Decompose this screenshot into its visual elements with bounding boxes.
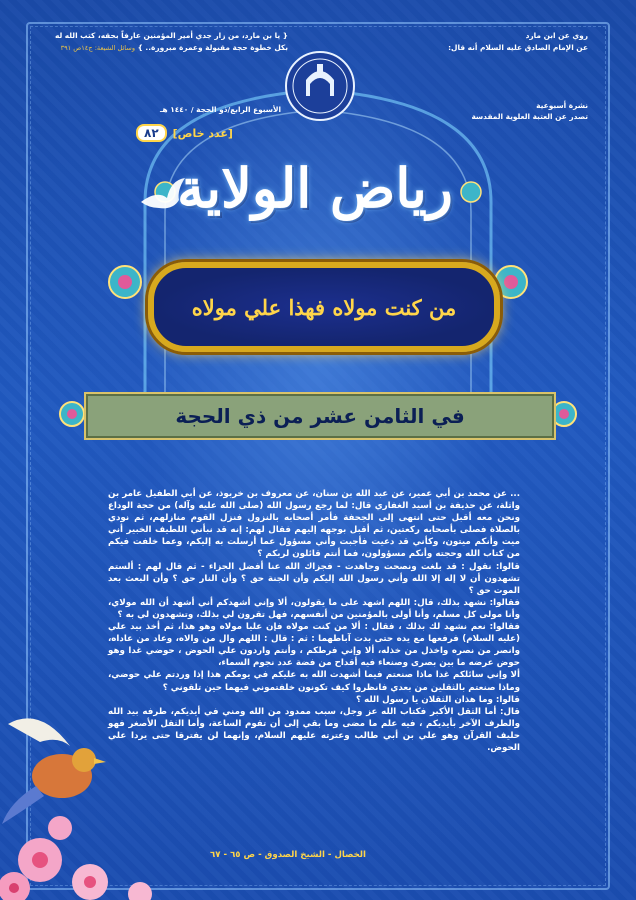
article-title: [84, 392, 556, 440]
issue-date: الأسبوع الرابع/ذو الحجة / ١٤٤٠ هـ: [160, 105, 282, 114]
paragraph: قالوا: وما هذان الثقلان يا رسول الله ؟: [356, 694, 520, 705]
left-ornament-icon: [58, 398, 86, 430]
publication-info: [471, 100, 588, 122]
hadith-intro-line-2: عن الإمام الصادق عليه السلام أنه قال:: [448, 43, 588, 52]
hadith-quote: [48, 30, 288, 54]
hadith-reference: وسائل الشيعة: ج١٤ص ٣٩١: [60, 44, 136, 52]
source-citation: الخصال - الشيخ الصدوق - ص ٦٥ - ٦٧: [210, 850, 366, 860]
masthead-title: رياض الولاية: [177, 156, 453, 220]
paragraph: ... عن محمد بن أبي عمير، عن عبد الله بن سنان، عن معروف بن خربوذ، عن أبي الطفيل عامر بن واثلة، عن حذيفة بن أسيد الغفاري قال: لما رجع رسول الله (صلى الله عليه وآله) من حجة الوداع ونحن معه أقبل حتى انتهى إلى الجحفة فأمر أصحابه بالنزول فنزل القوم منازلهم، ثم نودي بالصلاة فصلى بأصحابه ركعتين، ثم أقبل بوجهه إليهم فقال لهم: إنه قد نبأني اللطيف الخبير أني ميت وأنكم ميتون، وكأني قد دعيت فأجبت وأني مسؤول عما أرسلت به إليكم، وعما خلفت فيكم من كتاب الله وحجته وأنكم مسؤولون، فما أنتم قائلون لربكم ؟: [108, 489, 520, 560]
publisher: تصدر عن العتبة العلوية المقدسة: [471, 112, 588, 121]
paragraph: قالوا: نقول : قد بلغت ونصحت وجاهدت - فجزاك الله عنا أفضل الجزاء - ثم قال لهم : ألستم تشهدون أن لا إله إلا الله وأني رسول الله إليكم وأن الجنة حق ؟ وأن النار حق ؟ وأن البعث بعد الموت حق ؟: [108, 561, 520, 596]
publication-type: نشرة أسبوعية: [536, 101, 588, 110]
shrine-emblem-icon: [284, 50, 356, 122]
hadith-intro-line-1: روي عن ابن مارد: [525, 31, 588, 40]
paragraph: ألا وإني سائلكم غدا ماذا صنعتم فيما أشهدت الله به عليكم في يومكم هذا إذا وردتم علي حوضي، وماذا صنعتم بالثقلين من بعدي فانظروا كيف تكونون خلفتموني فيهما حين تلقوني ؟: [108, 670, 520, 693]
hadith-intro: [448, 30, 588, 54]
hadith-quote-line-1: { يا بن مارد، من زار جدي أمير المؤمنين عارفاً بحقه، كتب الله له: [54, 31, 288, 40]
flowers-decoration-icon: [0, 710, 190, 900]
article-title-text: في الثامن عشر من ذي الحجة: [175, 404, 465, 428]
banner-text: من كنت مولاه فهذا علي مولاه: [191, 294, 457, 320]
issue-number: ٨٢: [136, 124, 167, 142]
paragraph: فقالوا: نعم نشهد لك بذلك ، فقال : ألا من كنت مولاه فإن عليا مولاه وهو هذا، ثم أخذ بيد علي (عليه السلام) فرفعها مع يده حتى بدت آباطهما : ثم : قال : اللهم وال من والاه، وعاد من عاداه، وانصر من نصره واخذل من خذله، ألا وإني فرطكم ، وأنتم واردون علي الحوض ، حوضي غدا وهو حوض عرضه ما بين بصرى وصنعاء فيه أقداح من فضة عدد نجوم السماء،: [108, 622, 520, 669]
paragraph: قال: أما الثقل الأكبر فكتاب الله عز وجل، سبب ممدود من الله ومني في أيديكم، طرفه بيد الله والطرف الآخر بأيديكم ، فيه علم ما مضى وما بقي إلى أن تقوم الساعة، وأما الثقل الأصغر فهو حليف القرآن وهو علي بن أبي طالب وعترته عليهم السلام، وإنهما لن يفترقا حتى يردا علي الحوض.: [108, 706, 520, 753]
hadith-quote-line-2: بكل خطوة حجة مقبولة وعمرة مبرورة.. }: [137, 43, 288, 52]
issue-label: [عدد خاص]: [172, 126, 233, 140]
gold-banner: [148, 262, 500, 352]
paragraph: فقالوا: نشهد بذلك، قال: اللهم اشهد على ما يقولون، ألا وإني أشهدكم أني أشهد أن الله مولاي، وأنا مولى كل مسلم، وأنا أولى بالمؤمنين من أنفسهم، فهل تقرون لي بذلك، وتشهدون لي به ؟: [108, 597, 520, 620]
